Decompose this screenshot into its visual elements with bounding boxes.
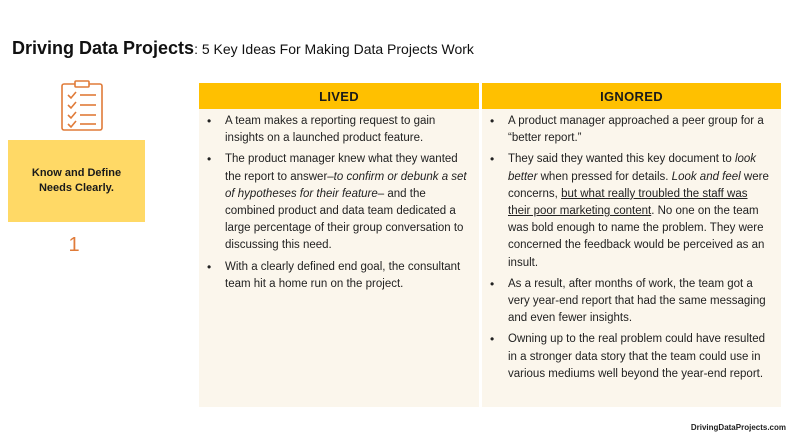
list-item: • As a result, after months of work, the team got a very year-end report that had the same messaging and even fewer insights. <box>486 276 773 328</box>
list-item: • The product manager knew what they wanted the report to answer–to confirm or debunk a set of hypotheses for their feature– and the combined product and data team dedicated a large percentage of their group conversation to discussing this need. <box>203 151 471 254</box>
title-subtitle: : 5 Key Ideas For Making Data Projects Work <box>194 41 474 57</box>
idea-card <box>8 140 145 222</box>
list-item: • A product manager approached a peer group for a “better report.” <box>486 113 773 147</box>
comparison-table <box>199 83 781 407</box>
lived-header: LIVED <box>199 83 479 109</box>
lived-column <box>199 83 479 407</box>
list-item: • A team makes a reporting request to gain insights on a launched product feature. <box>203 113 471 147</box>
checklist-icon <box>60 80 104 132</box>
list-item: • With a clearly defined end goal, the consultant team hit a home run on the project. <box>203 259 471 293</box>
title-main: Driving Data Projects <box>12 38 195 58</box>
list-item: • Owning up to the real problem could have resulted in a stronger data story that the team could use in various mediums well beyond the year-end report. <box>486 331 773 383</box>
ignored-header: IGNORED <box>482 83 781 109</box>
idea-number: 1 <box>68 234 80 256</box>
ignored-column <box>482 83 781 407</box>
page-title <box>12 38 474 59</box>
footer-site: DrivingDataProjects.com <box>690 423 786 432</box>
list-item: • They said they wanted this key document to look better when pressed for details. Look and feel were concerns, but what really troubled the staff was their poor marketing content. No one on the team was bold enough to name the problem. They were concerned the feedback would be perceived as an insult. <box>486 151 773 271</box>
idea-card-label: Know and Define Needs Clearly. <box>31 167 122 194</box>
